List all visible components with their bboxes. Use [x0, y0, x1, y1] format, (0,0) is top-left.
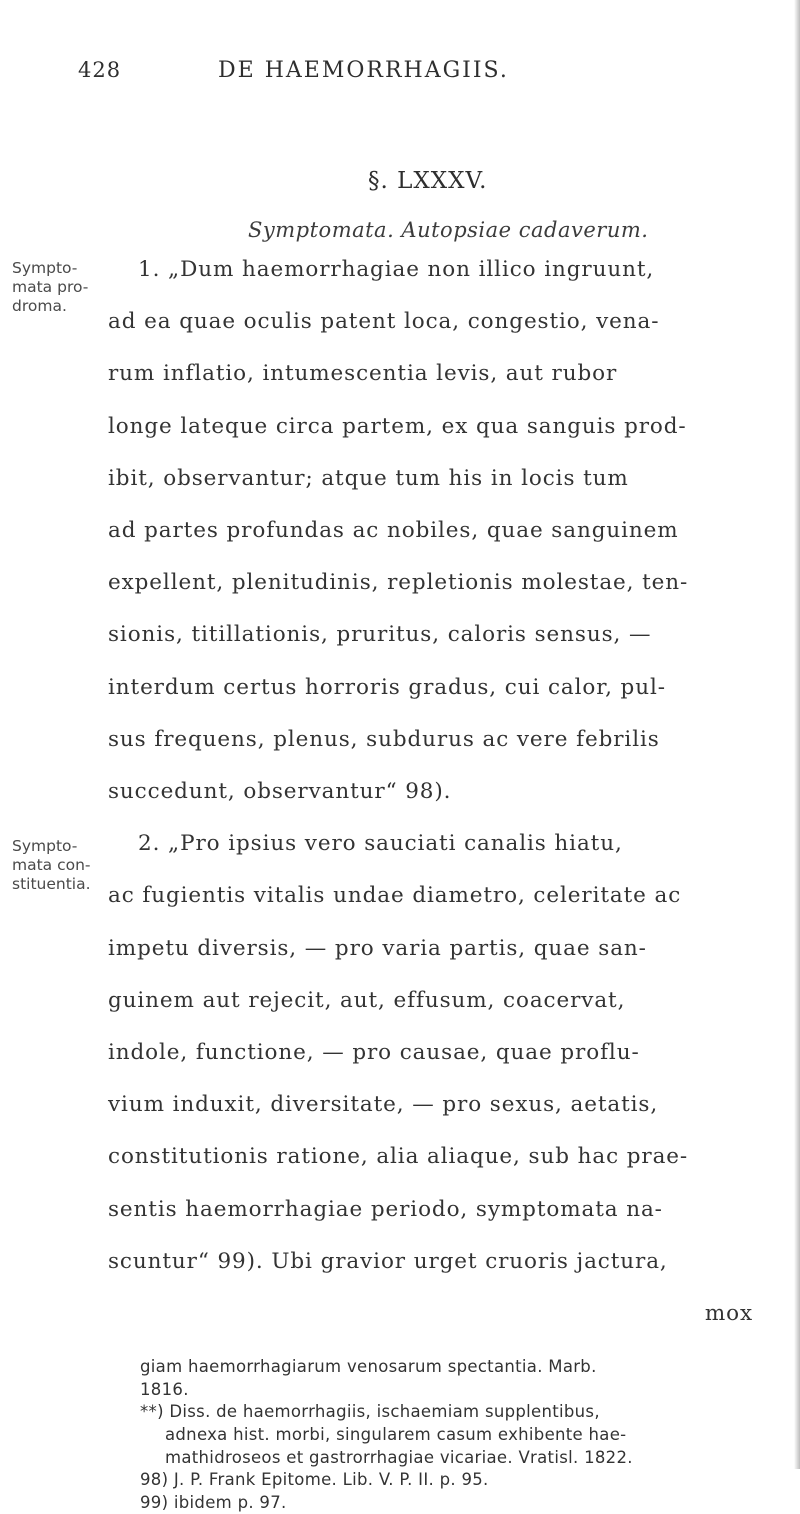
text-line: longe lateque circa partem, ex qua sanguis prod- [108, 413, 687, 439]
margin-note-line: mata con- [12, 856, 91, 875]
footnote-line: mathidroseos et gastrorrhagiae vicariae. Vratisl. 1822. [165, 1447, 633, 1467]
text-line: vium induxit, diversitate, — pro sexus, aetatis, [108, 1092, 659, 1118]
margin-note-constituentia [12, 837, 91, 894]
text-line: sionis, titillationis, pruritus, caloris sensus, — [108, 622, 652, 648]
margin-note-line: Sympto- [12, 837, 78, 856]
page-edge-shadow [794, 0, 800, 1469]
footnote-line: adnexa hist. morbi, singularem casum exhibente hae- [165, 1425, 627, 1444]
text-line: succedunt, observantur“ 98). [108, 779, 452, 804]
text-line: ad ea quae oculis patent loca, congestio, vena- [108, 309, 660, 335]
text-line-catchword: mox [704, 1301, 753, 1326]
text-line: guinem aut rejecit, aut, effusum, coacervat, [108, 987, 626, 1013]
page-header [0, 58, 800, 94]
text-line: ad partes profundas ac nobiles, quae sanguinem [108, 518, 679, 543]
running-title: DE HAEMORRHAGIIS. [218, 58, 509, 83]
margin-note-line: Sympto- [12, 259, 78, 277]
footnote-line: **) Diss. de haemorrhagiis, ischaemiam supplentibus, [140, 1402, 600, 1422]
page-number: 428 [78, 58, 122, 82]
section-title: Symptomata. Autopsiae cadaverum. [248, 218, 649, 242]
margin-note-prodroma [12, 259, 88, 316]
footnote-line: giam haemorrhagiarum venosarum spectantia. Marb. [140, 1357, 597, 1377]
text-line: 1. „Dum haemorrhagiae non illico ingruunt, [138, 257, 655, 282]
text-line: expellent, plenitudinis, repletionis molestae, ten- [108, 570, 689, 596]
footnote-line: 98) J. P. Frank Epitome. Lib. V. P. II. p. 95. [140, 1470, 489, 1490]
margin-note-line: droma. [12, 297, 67, 315]
text-line: sentis haemorrhagiae periodo, symptomata na- [108, 1196, 663, 1222]
text-line: 2. „Pro ipsius vero sauciati canalis hiatu, [138, 831, 623, 857]
footnote-line: 1816. [140, 1379, 189, 1399]
margin-note-line: stituentia. [12, 875, 91, 894]
text-line: ibit, observantur; atque tum his in locis tum [108, 465, 629, 491]
text-line: indole, functione, — pro causae, quae proflu- [108, 1040, 640, 1065]
text-line: scuntur“ 99). Ubi gravior urget cruoris jactura, [108, 1248, 668, 1274]
section-number: §. LXXXV. [368, 168, 488, 194]
margin-note-line: mata pro- [12, 278, 89, 296]
text-line: impetu diversis, — pro varia partis, quae san- [108, 935, 647, 961]
text-line: ac fugientis vitalis undae diametro, celeritate ac [108, 883, 682, 909]
text-line: constitutionis ratione, alia aliaque, sub hac prae- [108, 1144, 689, 1170]
text-line: sus frequens, plenus, subdurus ac vere febrilis [108, 726, 660, 752]
footnote-line: 99) ibidem p. 97. [140, 1492, 287, 1512]
text-line: rum inflatio, intumescentia levis, aut rubor [108, 361, 618, 387]
text-line: interdum certus horroris gradus, cui calor, pul- [108, 674, 666, 700]
